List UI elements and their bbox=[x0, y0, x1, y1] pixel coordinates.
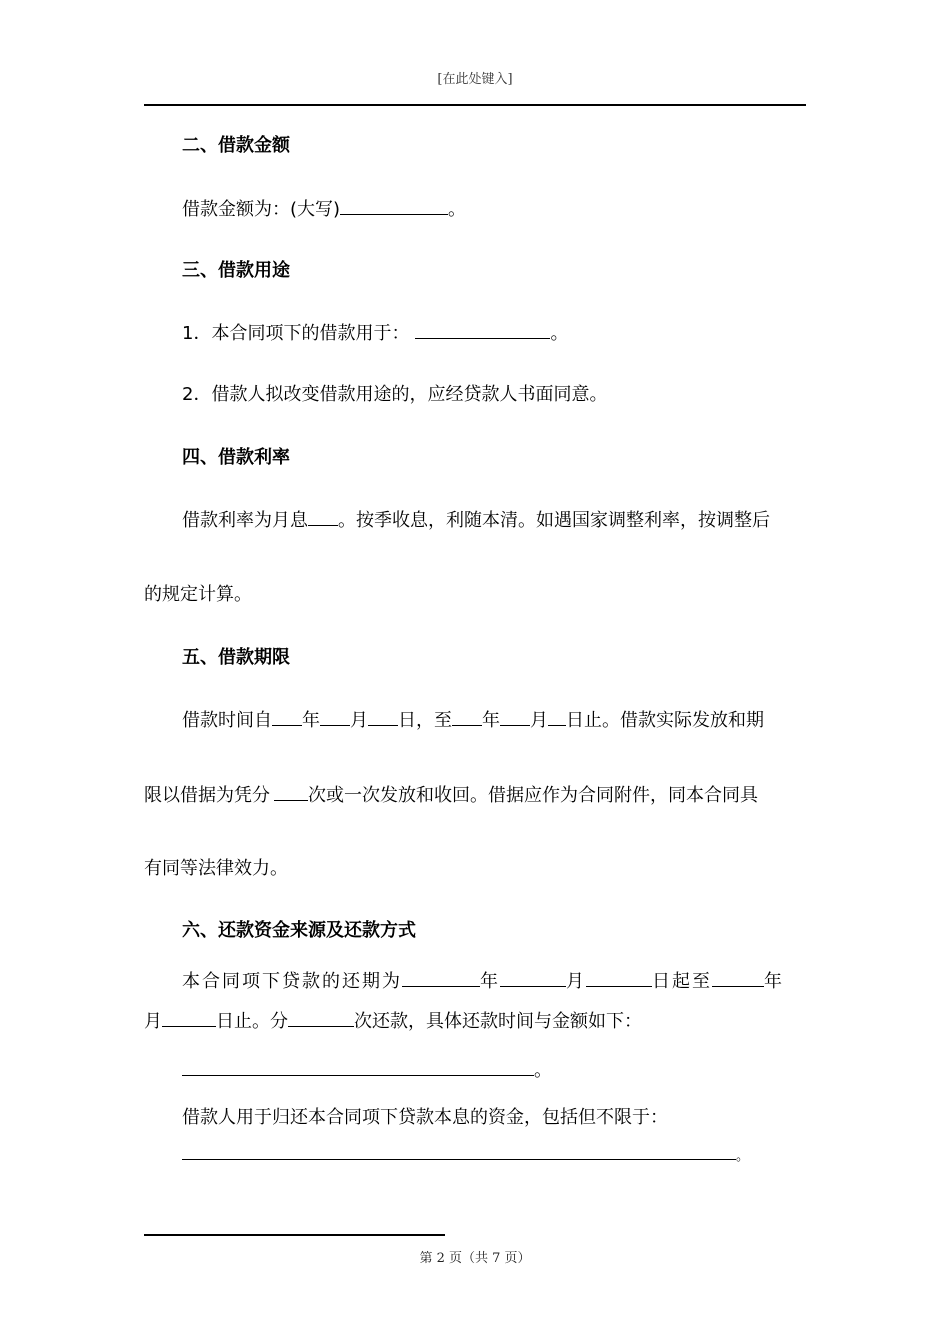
term-end-text: 日止。借款实际发放和期 bbox=[566, 710, 764, 731]
section-heading-repayment: 六、还款资金来源及还款方式 bbox=[182, 920, 416, 941]
repayment-month2-label: 月 bbox=[144, 1011, 162, 1032]
repayment-month-label: 月 bbox=[566, 971, 586, 992]
repayment-period-label: 本合同项下贷款的还期为 bbox=[182, 971, 402, 992]
repayment-schedule-suffix: 。 bbox=[534, 1060, 552, 1081]
term-installments-text: 次或一次发放和收回。借据应作为合同附件，同本合同具 bbox=[308, 785, 758, 806]
purpose-item-1-label: 1．本合同项下的借款用于： bbox=[182, 323, 410, 344]
page-footer: 第 2 页（共 7 页） bbox=[419, 1251, 531, 1266]
repayment-year2-label: 年 bbox=[764, 971, 784, 992]
repayment-year-label: 年 bbox=[480, 971, 500, 992]
repayment-start-day-blank[interactable] bbox=[586, 968, 652, 987]
page-header: [在此处键入] bbox=[437, 72, 513, 87]
term-year2-label: 年 bbox=[482, 710, 500, 731]
term-month-label: 月 bbox=[350, 710, 368, 731]
repayment-line-1 bbox=[182, 968, 784, 995]
repayment-line-5 bbox=[182, 1141, 749, 1170]
repayment-start-month-blank[interactable] bbox=[500, 968, 566, 987]
repayment-end-label: 日止。分 bbox=[216, 1011, 288, 1032]
section-heading-amount: 二、借款金额 bbox=[182, 135, 290, 156]
term-installments-blank[interactable] bbox=[274, 782, 308, 801]
rate-line-1 bbox=[182, 507, 770, 534]
repayment-line-4: 借款人用于归还本合同项下贷款本息的资金，包括但不限于： bbox=[182, 1107, 668, 1128]
repayment-schedule-blank[interactable] bbox=[182, 1057, 534, 1076]
amount-text bbox=[182, 196, 466, 223]
repayment-end-year-blank[interactable] bbox=[712, 968, 764, 987]
purpose-blank[interactable] bbox=[415, 320, 550, 339]
repayment-line-3 bbox=[182, 1057, 552, 1084]
purpose-item-1 bbox=[182, 320, 568, 347]
term-end-month-blank[interactable] bbox=[500, 707, 530, 726]
repayment-count-text: 次还款，具体还款时间与金额如下： bbox=[354, 1011, 642, 1032]
header-rule bbox=[144, 104, 806, 106]
repayment-start-year-blank[interactable] bbox=[402, 968, 480, 987]
section-heading-purpose: 三、借款用途 bbox=[182, 260, 290, 281]
term-year-label: 年 bbox=[302, 710, 320, 731]
term-end-year-blank[interactable] bbox=[452, 707, 482, 726]
purpose-item-1-suffix: 。 bbox=[550, 323, 569, 344]
term-line-3: 有同等法律效力。 bbox=[144, 858, 288, 879]
term-start-month-blank[interactable] bbox=[320, 707, 350, 726]
rate-line-2: 的规定计算。 bbox=[144, 584, 252, 605]
repayment-source-blank[interactable] bbox=[182, 1141, 736, 1160]
repayment-line-2 bbox=[144, 1008, 642, 1035]
term-from-label: 借款时间自 bbox=[182, 710, 272, 731]
rate-text: 。按季收息，利随本清。如遇国家调整利率，按调整后 bbox=[338, 510, 770, 531]
term-line-1 bbox=[182, 707, 764, 734]
amount-blank[interactable] bbox=[340, 196, 448, 215]
term-to-label: 日，至 bbox=[398, 710, 452, 731]
rate-blank[interactable] bbox=[308, 507, 338, 526]
section-heading-rate: 四、借款利率 bbox=[182, 447, 290, 468]
rate-label: 借款利率为月息 bbox=[182, 510, 308, 531]
repayment-count-blank[interactable] bbox=[288, 1008, 354, 1027]
term-month2-label: 月 bbox=[530, 710, 548, 731]
term-installments-label: 限以借据为凭分 bbox=[144, 785, 270, 806]
section-heading-term: 五、借款期限 bbox=[182, 647, 290, 668]
repayment-source-suffix: 。 bbox=[736, 1149, 750, 1164]
term-line-2 bbox=[144, 782, 758, 809]
term-start-year-blank[interactable] bbox=[272, 707, 302, 726]
amount-label: 借款金额为：(大写) bbox=[182, 199, 341, 220]
repayment-from-label: 日起至 bbox=[652, 971, 712, 992]
term-start-day-blank[interactable] bbox=[368, 707, 398, 726]
footnote-rule bbox=[144, 1234, 445, 1236]
repayment-end-month-blank[interactable] bbox=[162, 1008, 216, 1027]
purpose-item-2: 2．借款人拟改变借款用途的，应经贷款人书面同意。 bbox=[182, 384, 608, 405]
term-end-day-blank[interactable] bbox=[548, 707, 566, 726]
amount-suffix: 。 bbox=[448, 199, 467, 220]
